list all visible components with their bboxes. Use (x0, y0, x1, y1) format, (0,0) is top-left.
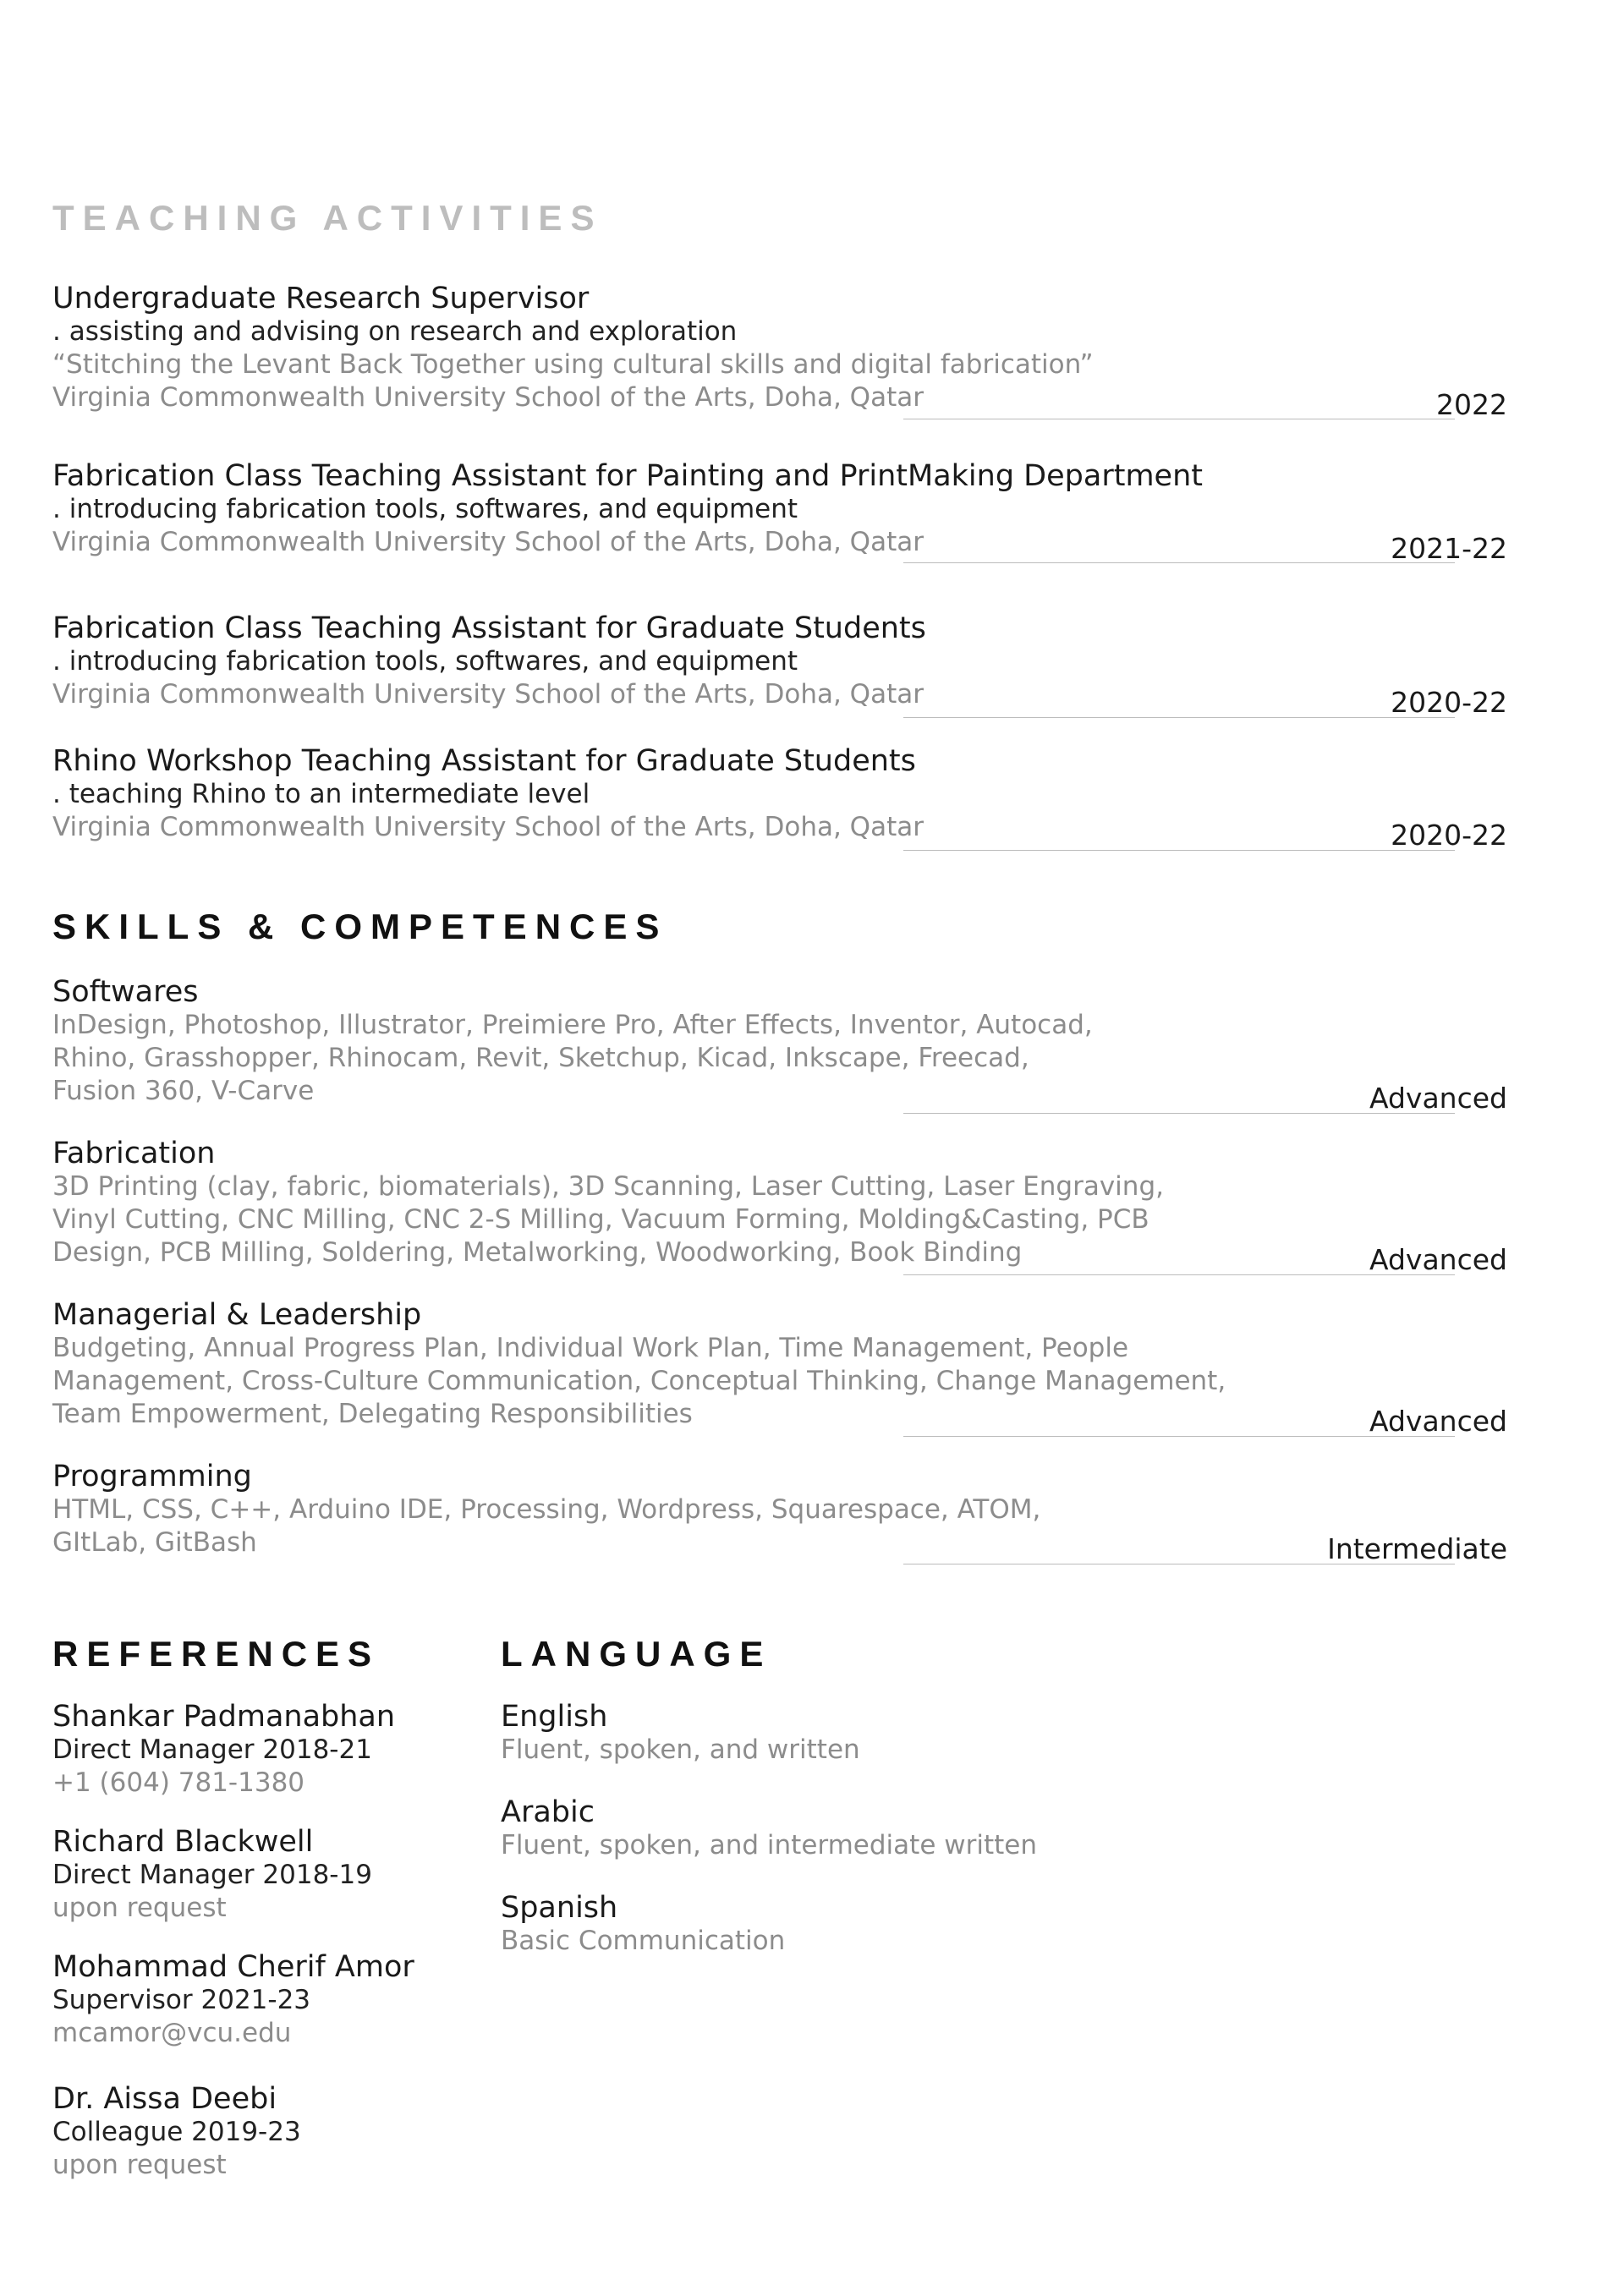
divider-line (903, 850, 1455, 851)
teaching-heading: TEACHING ACTIVITIES (52, 198, 603, 238)
language-name: Arabic (501, 1795, 595, 1829)
reference-item (52, 2082, 414, 2182)
teaching-item (52, 282, 1507, 421)
skills-heading: SKILLS & COMPETENCES (52, 907, 668, 946)
language-name: Spanish (501, 1891, 618, 1925)
teaching-title: Fabrication Class Teaching Assistant for Graduate Students (52, 611, 926, 645)
reference-contact: upon request (52, 2150, 227, 2180)
references-list (52, 1700, 414, 2207)
teaching-place: Virginia Commonwealth University School of the Arts, Doha, Qatar (52, 812, 924, 842)
language-item (501, 1891, 1037, 1958)
language-list (501, 1700, 1037, 1983)
teaching-year: 2022 (1436, 388, 1507, 421)
skill-item (52, 1137, 1507, 1276)
divider-line (903, 1113, 1455, 1114)
divider-line (903, 562, 1455, 563)
teaching-year: 2020-22 (1391, 686, 1507, 719)
skill-title: Managerial & Leadership (52, 1298, 422, 1332)
skill-item (52, 1298, 1507, 1438)
reference-contact: +1 (604) 781-1380 (52, 1767, 305, 1798)
skill-title: Programming (52, 1460, 252, 1493)
teaching-item (52, 744, 1507, 852)
teaching-title: Undergraduate Research Supervisor (52, 282, 590, 315)
skill-line: Vinyl Cutting, CNC Milling, CNC 2-S Milling, Vacuum Forming, Molding&Casting, PCB (52, 1204, 1149, 1235)
reference-name: Richard Blackwell (52, 1825, 314, 1859)
reference-contact: upon request (52, 1893, 227, 1923)
reference-contact: mcamor@vcu.edu (52, 2018, 292, 2048)
reference-item (52, 1700, 414, 1800)
teaching-year: 2021-22 (1391, 532, 1507, 565)
teaching-title: Fabrication Class Teaching Assistant for Painting and PrintMaking Department (52, 459, 1203, 493)
divider-line (903, 1436, 1455, 1437)
references-heading: REFERENCES (52, 1634, 381, 1674)
skill-level: Advanced (1369, 1243, 1507, 1276)
teaching-year: 2020-22 (1391, 819, 1507, 852)
teaching-bullet: . introducing fabrication tools, softwares, and equipment (52, 646, 798, 677)
reference-role: Supervisor 2021-23 (52, 1985, 311, 2015)
skill-line: HTML, CSS, C++, Arduino IDE, Processing, Wordpress, Squarespace, ATOM, (52, 1494, 1041, 1525)
skill-line: InDesign, Photoshop, Illustrator, Preimiere Pro, After Effects, Inventor, Autocad, (52, 1010, 1093, 1040)
teaching-bullet: . teaching Rhino to an intermediate level (52, 779, 590, 809)
skill-title: Softwares (52, 975, 199, 1009)
teaching-title: Rhino Workshop Teaching Assistant for Graduate Students (52, 744, 916, 778)
reference-role: Colleague 2019-23 (52, 2117, 301, 2147)
teaching-item (52, 611, 1507, 719)
reference-role: Direct Manager 2018-21 (52, 1734, 372, 1765)
teaching-place: Virginia Commonwealth University School of the Arts, Doha, Qatar (52, 382, 924, 413)
language-item (501, 1700, 1037, 1767)
reference-item (52, 1950, 414, 2050)
skill-line: Design, PCB Milling, Soldering, Metalworking, Woodworking, Book Binding (52, 1237, 1023, 1268)
language-item (501, 1795, 1037, 1862)
skill-level: Advanced (1369, 1082, 1507, 1115)
skill-line: Team Empowerment, Delegating Responsibilities (52, 1399, 693, 1429)
teaching-place: Virginia Commonwealth University School of the Arts, Doha, Qatar (52, 527, 924, 557)
skill-title: Fabrication (52, 1137, 216, 1170)
skill-item (52, 975, 1507, 1115)
teaching-bullet: . introducing fabrication tools, softwares, and equipment (52, 494, 798, 524)
reference-name: Dr. Aissa Deebi (52, 2082, 277, 2116)
reference-item (52, 1825, 414, 1925)
skill-level: Intermediate (1327, 1532, 1507, 1565)
language-level: Fluent, spoken, and intermediate written (501, 1830, 1037, 1860)
teaching-place: Virginia Commonwealth University School of the Arts, Doha, Qatar (52, 679, 924, 710)
skill-line: Rhino, Grasshopper, Rhinocam, Revit, Sketchup, Kicad, Inkscape, Freecad, (52, 1043, 1029, 1073)
divider-line (903, 717, 1455, 718)
reference-name: Mohammad Cherif Amor (52, 1950, 414, 1984)
language-level: Fluent, spoken, and written (501, 1734, 860, 1765)
skill-line: Management, Cross-Culture Communication, Conceptual Thinking, Change Management, (52, 1366, 1226, 1396)
skill-item (52, 1460, 1507, 1565)
skill-line: Fusion 360, V-Carve (52, 1076, 315, 1106)
divider-line (903, 1274, 1455, 1275)
reference-role: Direct Manager 2018-19 (52, 1860, 372, 1890)
language-level: Basic Communication (501, 1926, 786, 1956)
skill-line: 3D Printing (clay, fabric, biomaterials), 3D Scanning, Laser Cutting, Laser Engraving, (52, 1171, 1164, 1202)
skill-line: GItLab, GitBash (52, 1527, 257, 1558)
language-heading: LANGUAGE (501, 1634, 772, 1674)
reference-name: Shankar Padmanabhan (52, 1700, 396, 1734)
skill-line: Budgeting, Annual Progress Plan, Individual Work Plan, Time Management, People (52, 1333, 1129, 1363)
language-name: English (501, 1700, 608, 1734)
teaching-project: “Stitching the Levant Back Together using cultural skills and digital fabrication” (52, 349, 1094, 380)
teaching-bullet: . assisting and advising on research and exploration (52, 316, 738, 347)
skill-level: Advanced (1369, 1405, 1507, 1438)
teaching-item (52, 459, 1507, 565)
